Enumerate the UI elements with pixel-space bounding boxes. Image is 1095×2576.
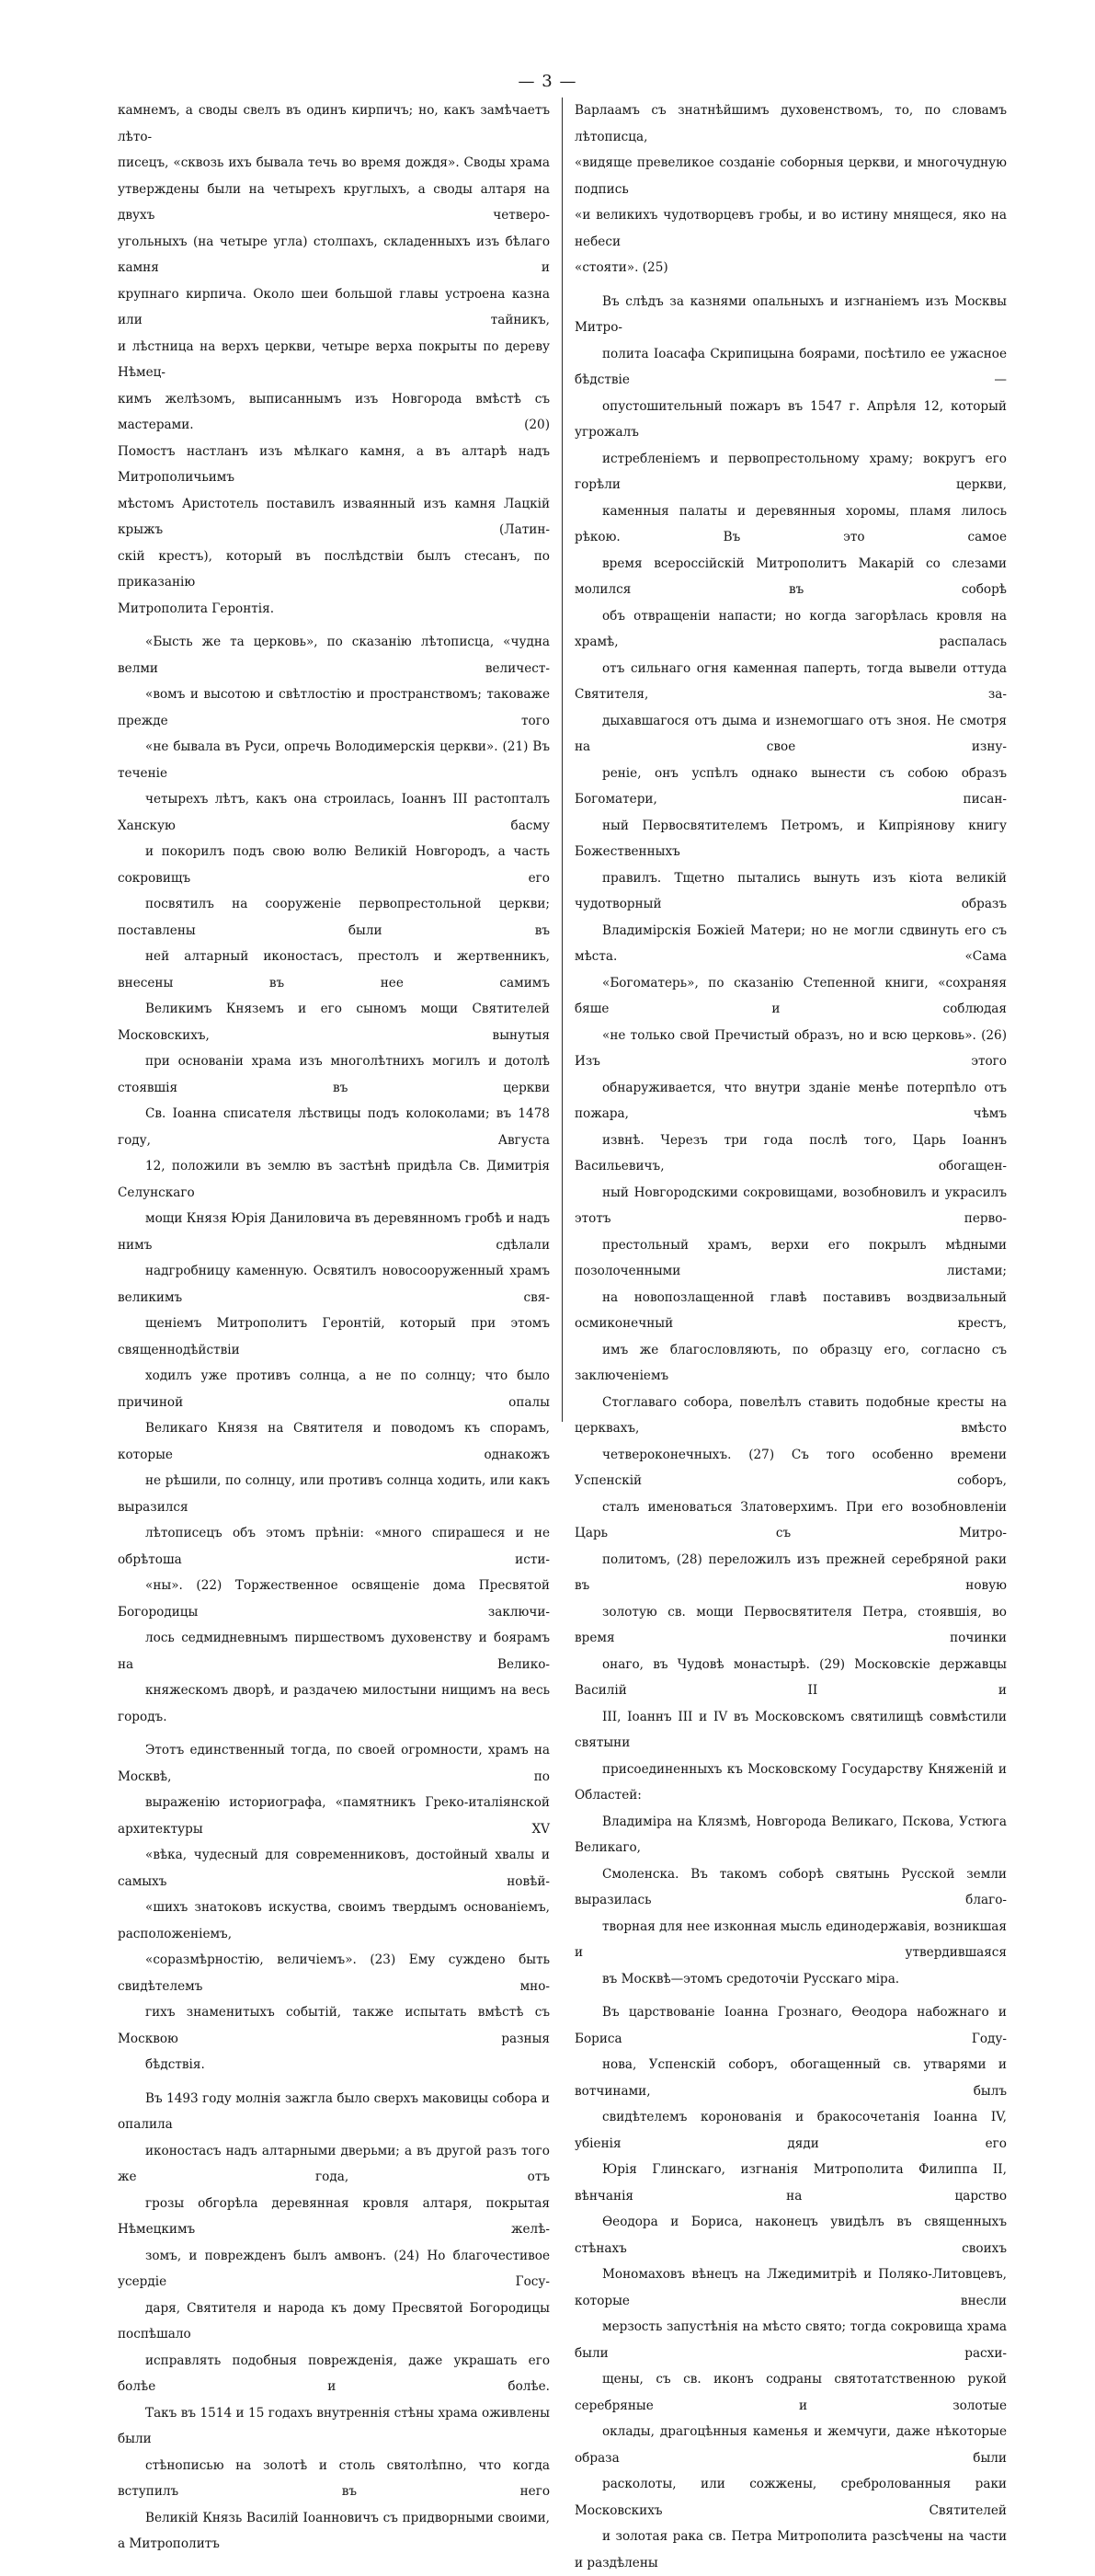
text-line: гихъ знаменитыхъ событій, также испытать вмѣстѣ съ Москвою разныя [118, 2005, 550, 2046]
text-line: мерзость запустѣнія на мѣсто свято; тогда сокровища храма были расхи- [575, 2319, 1007, 2361]
text-line: «и великихъ чудотворцевъ гробы, и во истину мнящеся, яко на небеси [575, 208, 1007, 249]
text-line: княжескомъ дворѣ, и раздачею милостыни нищимъ на весь городъ. [118, 1683, 550, 1724]
text-line: III, Іоаннъ III и IV въ Московскомъ святилищѣ совмѣстили святыни [575, 1709, 1007, 1750]
text-line: отъ сильнаго огня каменная паперть, тогда вывели оттуда Святителя, за- [575, 660, 1007, 702]
text-line: реніе, онъ успѣлъ однако вынести съ собою образъ Богоматери, писан- [575, 765, 1007, 807]
text-line: утверждены были на четырехъ круглыхъ, а своды алтаря на двухъ четверо- [118, 181, 550, 223]
text-line: опустошительный пожаръ въ 1547 г. Апрѣля 12, который угрожалъ [575, 398, 1007, 440]
text-line: свидѣтелемъ коронованія и бракосочетанія Іоанна IV, убіенія дяди его [575, 2110, 1007, 2151]
text-line: выраженію историографа, «памятникъ Греко-италіянской архитектуры XV [118, 1795, 550, 1837]
text-line: на новопозлащенной главѣ поставивъ воздвизальный осмиконечный крестъ, [575, 1289, 1007, 1331]
text-line: «Бысть же та церковь», по сказанію лѣтописца, «чудна велми величест- [118, 635, 550, 676]
text-line: Великаго Князя на Святителя и поводомъ къ спорамъ, которые однакожъ [118, 1421, 550, 1462]
text-line: камнемъ, а своды свелъ въ одинъ кирпичъ; но, какъ замѣчаетъ лѣто- [118, 103, 550, 144]
text-line: дыхавшагося отъ дыма и изнемогшаго отъ зноя. Не смотря на свое изну- [575, 713, 1007, 754]
left-column [118, 97, 550, 2558]
text-line: Митрополита Геронтія. [118, 601, 275, 616]
text-line: зомъ, и поврежденъ былъ амвонъ. (24) Но благочестивое усердіе Госу- [118, 2248, 550, 2289]
text-line: «шихъ знатоковъ искуства, своимъ твердымъ основаніемъ, расположеніемъ, [118, 1900, 550, 1941]
text-line: извнѣ. Черезъ три года послѣ того, Царь Іоаннъ Васильевичъ, обогащен- [575, 1132, 1007, 1174]
text-line: четвероконечныхъ. (27) Съ того особенно времени Успенскій соборъ, [575, 1447, 1007, 1488]
text-line: въ Москвѣ—этомъ средоточіи Русскаго міра. [602, 1971, 900, 1986]
text-line: кимъ желѣзомъ, выписаннымъ изъ Новгорода вмѣстѣ съ мастерами. (20) [118, 391, 550, 432]
text-line: даря, Святителя и народа къ дому Пресвятой Богородицы поспѣшало [118, 2300, 550, 2341]
text-line: исправлять подобныя поврежденія, даже украшать его болѣе и болѣе. [118, 2353, 550, 2394]
text-line: не рѣшили, по солнцу, или противъ солнца ходить, или какъ выразился [118, 1473, 550, 1515]
text-line: истребленіемъ и первопрестольному храму; вокругъ его горѣли церкви, [575, 451, 1007, 492]
text-line: Варлаамъ съ знатнѣйшимъ духовенствомъ, то, по словамъ лѣтописца, [575, 103, 1007, 144]
text-line: обнаруживается, что внутри зданіе менѣе потерпѣло отъ пожара, чѣмъ [575, 1080, 1007, 1121]
text-line: ный Новгородскими сокровищами, возобновилъ и украсилъ этотъ перво- [575, 1185, 1007, 1226]
text-line: ный Первосвятителемъ Петромъ, и Кипріянову книгу Божественныхъ [575, 818, 1007, 859]
text-line: надгробницу каменную. Освятилъ новосооруженный храмъ великимъ свя- [118, 1264, 550, 1305]
text-line: правилъ. Тщетно пытались вынуть изъ кіота великій чудотворный образъ [575, 870, 1007, 911]
text-line: четырехъ лѣтъ, какъ она строилась, Іоаннъ III растопталъ Ханскую басму [118, 792, 550, 833]
text-line: скій крестъ), который въ послѣдствіи былъ стесанъ, по приказанію [118, 548, 550, 590]
text-line: «видяще превеликое созданіе соборныя церкви, и многочудную подпись [575, 155, 1007, 197]
text-line: 12, положили въ землю въ застѣнѣ придѣла Св. Димитрія Селунскаго [118, 1159, 550, 1200]
text-line: Въ царствованіе Іоанна Грознаго, Ѳеодора набожнаго и Бориса Году- [575, 2005, 1007, 2046]
text-line: Помостъ настланъ изъ мѣлкаго камня, а въ алтарѣ надъ Митрополичьимъ [118, 443, 550, 485]
text-line: престольный храмъ, верхи его покрылъ мѣдными позолоченными листами; [575, 1237, 1007, 1278]
text-line: «стояти». (25) [575, 260, 668, 275]
text-line: щеніемъ Митрополитъ Геронтій, который при этомъ священнодѣйствіи [118, 1316, 550, 1357]
text-line: ходилъ уже противъ солнца, а не по солнцу; что было причиной опалы [118, 1368, 550, 1410]
text-line: посвятилъ на сооруженіе первопрестольной церкви; поставлены были въ [118, 897, 550, 938]
text-line: лѣтописецъ объ этомъ прѣніи: «много спирашеся и не обрѣтоша исти- [118, 1526, 550, 1567]
text-line: присоединенныхъ къ Московскому Государству Княженій и Областей: [575, 1761, 1007, 1803]
paragraph [118, 629, 550, 1730]
text-line: Въ 1493 году молнія зажгла было сверхъ маковицы собора и опалила [118, 2090, 550, 2132]
text-line: мѣстомъ Аристотель поставилъ изваянный изъ камня Лацкій крыжъ (Латин- [118, 496, 550, 537]
text-line: золотую св. мощи Первосвятителя Петра, стоявшія, во время починки [575, 1604, 1007, 1645]
text-line: иконостасъ надъ алтарными дверьми; а въ другой разъ того же года, отъ [118, 2143, 550, 2184]
text-line: угольныхъ (на четыре угла) столпахъ, складенныхъ изъ бѣлаго камня и [118, 234, 550, 275]
right-column [575, 97, 1007, 2576]
text-line: Этотъ единственный тогда, по своей огромности, храмъ на Москвѣ, по [118, 1743, 550, 1784]
text-line: полита Іоасафа Скрипицына боярами, посѣтило ее ужасное бѣдствіе — [575, 346, 1007, 387]
paragraph [575, 1999, 1007, 2576]
text-line: расколоты, или сожжены, сребролованныя раки Московскихъ Святителей [575, 2477, 1007, 2518]
paragraph [118, 2086, 550, 2558]
text-line: Юрія Глинскаго, изгнанія Митрополита Филиппа II, вѣнчанія на царство [575, 2162, 1007, 2204]
text-line: грозы обгорѣла деревянная кровля алтаря, покрытая Нѣмецкимъ желѣ- [118, 2195, 550, 2237]
text-line: творная для нее изконная мысль единодержавія, возникшая и утвердившаяся [575, 1918, 1007, 1960]
text-line: «соразмѣрностію, величіемъ». (23) Ему суждено быть свидѣтелемъ мно- [118, 1952, 550, 1994]
text-line: сталъ именоваться Златоверхимъ. При его возобновленіи Царь съ Митро- [575, 1499, 1007, 1540]
text-line: мощи Князя Юрія Даниловича въ деревянномъ гробѣ и надъ нимъ сдѣлали [118, 1211, 550, 1253]
text-line: оклады, драгоцѣнныя каменья и жемчуги, даже нѣкоторые образа были [575, 2424, 1007, 2466]
text-line: и лѣстница на верхъ церкви, четыре верха покрыты по дереву Нѣмец- [118, 338, 550, 380]
text-line: стѣнописью на золотѣ и столь святолѣпно, что когда вступилъ въ него [118, 2457, 550, 2499]
text-line: крупнаго кирпича. Около шеи большой главы устроена казна или тайникъ, [118, 286, 550, 327]
text-line: Стоглаваго собора, повелѣлъ ставить подобные кресты на церквахъ, вмѣсто [575, 1394, 1007, 1436]
text-line: Мономаховъ вѣнецъ на Лжедимитріѣ и Поляко-Литовцевъ, которые внесли [575, 2267, 1007, 2308]
text-line: Св. Іоанна списателя лѣствицы подъ колоколами; въ 1478 году, Августа [118, 1106, 550, 1148]
text-line: Владиміра на Клязмѣ, Новгорода Великаго, Пскова, Устюга Великаго, [575, 1814, 1007, 1855]
text-line: Владимірскія Божіей Матери; но не могли сдвинуть его съ мѣста. «Сама [575, 922, 1007, 964]
text-line: Великимъ Княземъ и его сыномъ мощи Святителей Московскихъ, вынутыя [118, 1002, 550, 1043]
text-line: писецъ, «сквозь ихъ бывала течь во время дождя». Своды храма [118, 155, 550, 170]
text-line: нова, Успенскій соборъ, обогащенный св. утварями и вотчинами, былъ [575, 2057, 1007, 2099]
text-line: Смоленска. Въ такомъ соборѣ святынь Русской земли выразилась благо- [575, 1866, 1007, 1907]
text-line: и покорилъ подъ свою волю Великій Новгородъ, а часть сокровищъ его [118, 844, 550, 886]
text-line: бѣдствія. [145, 2057, 205, 2072]
text-line: время всероссійскій Митрополитъ Макарій со слезами молился въ соборѣ [575, 555, 1007, 597]
text-line: щены, съ св. иконъ содраны святотатственною рукой серебряные и золотые [575, 2372, 1007, 2413]
paragraph [118, 97, 550, 622]
text-line: каменныя палаты и деревянныя хоромы, пламя лилось рѣкою. Въ это самое [575, 503, 1007, 544]
text-line: «не только свой Пречистый образъ, но и всю церковь». (26) Изъ этого [575, 1027, 1007, 1069]
paragraph [575, 289, 1007, 1993]
paragraph [118, 1737, 550, 2078]
text-line: Въ слѣдъ за казнями опальныхъ и изгнаніемъ изъ Москвы Митро- [575, 293, 1007, 335]
column-divider [562, 97, 563, 1422]
text-line: онаго, въ Чудовѣ монастырѣ. (29) Московскіе державцы Василій II и [575, 1656, 1007, 1698]
text-line: и золотая рака св. Петра Митрополита разсѣчены на части и раздѣлены [575, 2529, 1007, 2570]
paragraph [575, 97, 1007, 281]
text-line: «вѣка, чудесный для современниковъ, достойный хвалы и самыхъ новѣй- [118, 1848, 550, 1889]
page-number: — 3 — [518, 72, 577, 91]
text-line: политомъ, (28) переложилъ изъ прежней серебряной раки въ новую [575, 1551, 1007, 1593]
text-line: ней алтарный иконостасъ, престолъ и жертвенникъ, внесены въ нее самимъ [118, 949, 550, 990]
text-line: имъ же благословляють, по образцу его, согласно съ заключеніемъ [575, 1342, 1007, 1383]
text-line: «не бывала въ Руси, опречь Володимерскія церкви». (21) Въ теченіе [118, 739, 550, 781]
text-line: Великій Князь Василій Іоанновичъ съ придворными своими, а Митрополитъ [118, 2510, 550, 2551]
text-line: лось седмидневнымъ пиршествомъ духовенству и боярамъ на Велико- [118, 1631, 550, 1672]
text-line: «вомъ и высотою и свѣтлостію и пространствомъ; таковаже прежде того [118, 687, 550, 728]
text-line: Такъ въ 1514 и 15 годахъ внутреннія стѣны храма оживлены были [118, 2405, 550, 2446]
text-line: «Богоматерь», по сказанію Степенной книги, «сохраняя бяше и соблюдая [575, 975, 1007, 1016]
text-line: Ѳеодора и Бориса, наконецъ увидѣлъ въ священныхъ стѣнахъ своихъ [575, 2215, 1007, 2256]
text-line: при основаніи храма изъ многолѣтнихъ могилъ и дотолѣ стоявшія въ церкви [118, 1054, 550, 1095]
text-line: объ отвращеніи напасти; но когда загорѣлась кровля на храмѣ, распалась [575, 608, 1007, 649]
text-line: «ны». (22) Торжественное освященіе дома Пресвятой Богородицы заключи- [118, 1578, 550, 1620]
